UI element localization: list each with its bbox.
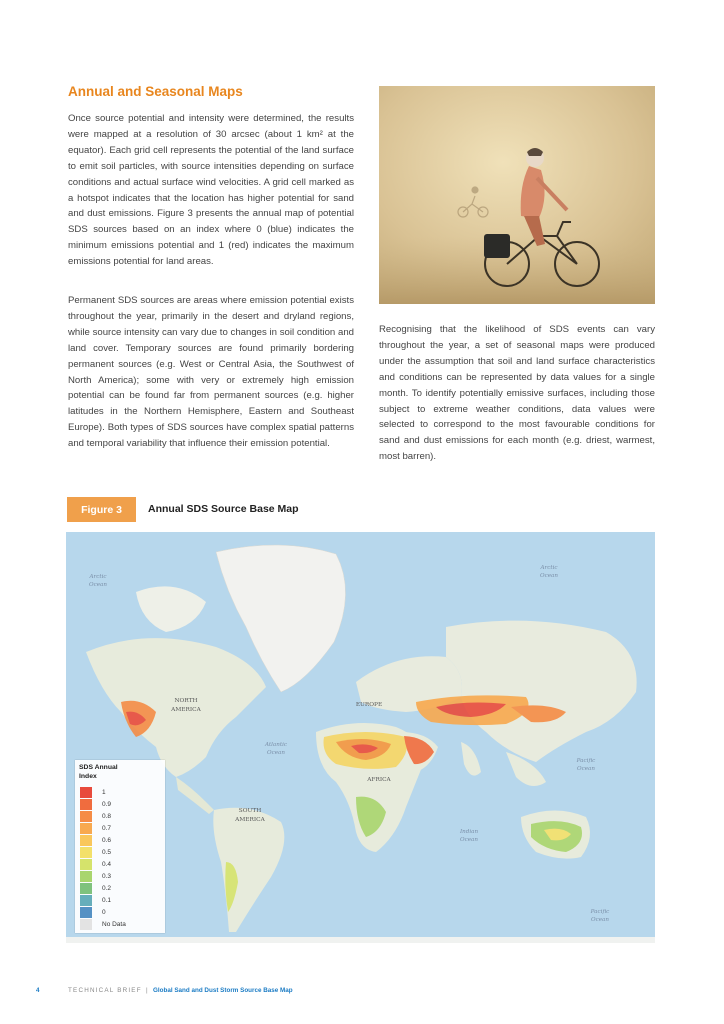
figure-caption: Annual SDS Source Base Map xyxy=(148,503,299,515)
ocean-label-arctic-left-2: Ocean xyxy=(89,582,107,588)
ocean-label-arctic-right-1: Arctic xyxy=(540,565,558,571)
footer-series: TECHNICAL BRIEF xyxy=(68,987,142,994)
continent-label-europe: EUROPE xyxy=(355,702,383,708)
ocean-label-arctic-right-2: Ocean xyxy=(540,573,558,579)
legend-item xyxy=(80,823,111,834)
footer-title: Global Sand and Dust Storm Source Base Map xyxy=(153,987,293,994)
ocean-label-indian-1: Indian xyxy=(459,829,479,835)
legend-label: 0.7 xyxy=(102,825,112,832)
body-paragraph-3: Recognising that the likelihood of SDS events can vary throughout the year, a set of seasonal maps were produced under the assumption that soil and land surface characteristics and conditions can be represented by data values for a single month. To identify potentially emissive surfaces, including those subject to extreme weather conditions, data values were selected to correspond to the most favourable conditions for sand and dust emissions for each month (e.g. driest, warmest, most barren). xyxy=(379,324,655,463)
legend-swatch xyxy=(80,847,92,858)
legend-label: 0.4 xyxy=(102,861,112,868)
legend-label: 0.6 xyxy=(102,837,112,844)
page-number: 4 xyxy=(36,987,40,994)
legend-swatch xyxy=(80,811,92,822)
map-legend xyxy=(75,760,165,933)
legend-label: No Data xyxy=(102,921,126,928)
legend-item xyxy=(80,871,111,882)
legend-swatch xyxy=(80,859,92,870)
legend-swatch xyxy=(80,787,92,798)
legend-label: 0.3 xyxy=(102,873,112,880)
ocean-label-indian-2: Ocean xyxy=(460,837,478,843)
legend-item xyxy=(80,883,111,894)
legend-item xyxy=(80,895,111,906)
legend-swatch xyxy=(80,895,92,906)
legend-label: 0.5 xyxy=(102,849,112,856)
continent-label-north-america-1: NORTH xyxy=(174,698,198,704)
legend-item xyxy=(80,847,111,858)
legend-swatch xyxy=(80,823,92,834)
continent-label-africa: AFRICA xyxy=(367,777,391,783)
legend-swatch xyxy=(80,907,92,918)
ocean-label-atlantic-2: Ocean xyxy=(267,750,285,756)
legend-title: SDS Annual Index xyxy=(79,764,118,780)
ocean-label-pacific-bottom-1: Pacific xyxy=(590,909,610,915)
dust-storm-cyclist-photo xyxy=(379,86,655,304)
ocean-label-arctic-left-1: Arctic xyxy=(89,574,107,580)
continent-label-north-america-2: AMERICA xyxy=(171,707,201,713)
legend-label: 0.9 xyxy=(102,801,112,808)
section-title: Annual and Seasonal Maps xyxy=(68,84,243,99)
legend-label: 0.2 xyxy=(102,885,112,892)
continent-label-south-america-2: AMERICA xyxy=(235,817,265,823)
legend-item xyxy=(80,835,111,846)
ocean-label-pacific-right-1: Pacific xyxy=(576,758,596,764)
legend-swatch xyxy=(80,835,92,846)
legend-item xyxy=(80,787,106,798)
body-paragraph-2: Permanent SDS sources are areas where emission potential exists throughout the year, primarily in the desert and dryland regions, while source intensity can vary due to changes in soil condition and land cover. Temporary sources are found primarily bordering permanent sources (e.g. West or Central Asia, the Southwest of North America); some with very or extremely high emission potential can be found far from permanent sources (e.g. higher latitudes in the Northern Hemisphere, Eastern and Southeast Europe). Both types of SDS sources have complex spatial patterns and temporal variability that influence their emission potential. xyxy=(68,295,354,450)
body-paragraph-1: Once source potential and intensity were determined, the results were mapped at a resolution of 30 arcsec (about 1 km² at the equator). Each grid cell represents the potential of the land surface to emit soil particles, with source intensities depending on surface conditions and actual surface wind velocities. A grid cell marked as a hotspot indicates that the location has higher potential for sand and dust emissions. Figure 3 presents the annual map of potential SDS sources based on an index where 0 (blue) indicates the minimum emissions potential and 1 (red) indicates the maximum emissions potential for land areas. xyxy=(68,113,354,268)
footer-separator: | xyxy=(146,987,148,994)
legend-item xyxy=(80,919,126,930)
legend-label: 0.8 xyxy=(102,813,112,820)
ocean-label-pacific-right-2: Ocean xyxy=(577,766,595,772)
legend-swatch xyxy=(80,871,92,882)
legend-item xyxy=(80,811,111,822)
legend-item xyxy=(80,859,111,870)
legend-item xyxy=(80,907,106,918)
legend-label: 0.1 xyxy=(102,897,112,904)
ocean-label-atlantic-1: Atlantic xyxy=(264,742,288,748)
legend-label: 1 xyxy=(102,789,106,796)
legend-swatch xyxy=(80,883,92,894)
legend-item xyxy=(80,799,111,810)
legend-label: 0 xyxy=(102,909,106,916)
figure-tag: Figure 3 xyxy=(67,497,136,522)
legend-swatch xyxy=(80,799,92,810)
continent-label-south-america-1: SOUTH xyxy=(238,808,262,814)
legend-swatch xyxy=(80,919,92,930)
ocean-label-pacific-bottom-2: Ocean xyxy=(591,917,609,923)
